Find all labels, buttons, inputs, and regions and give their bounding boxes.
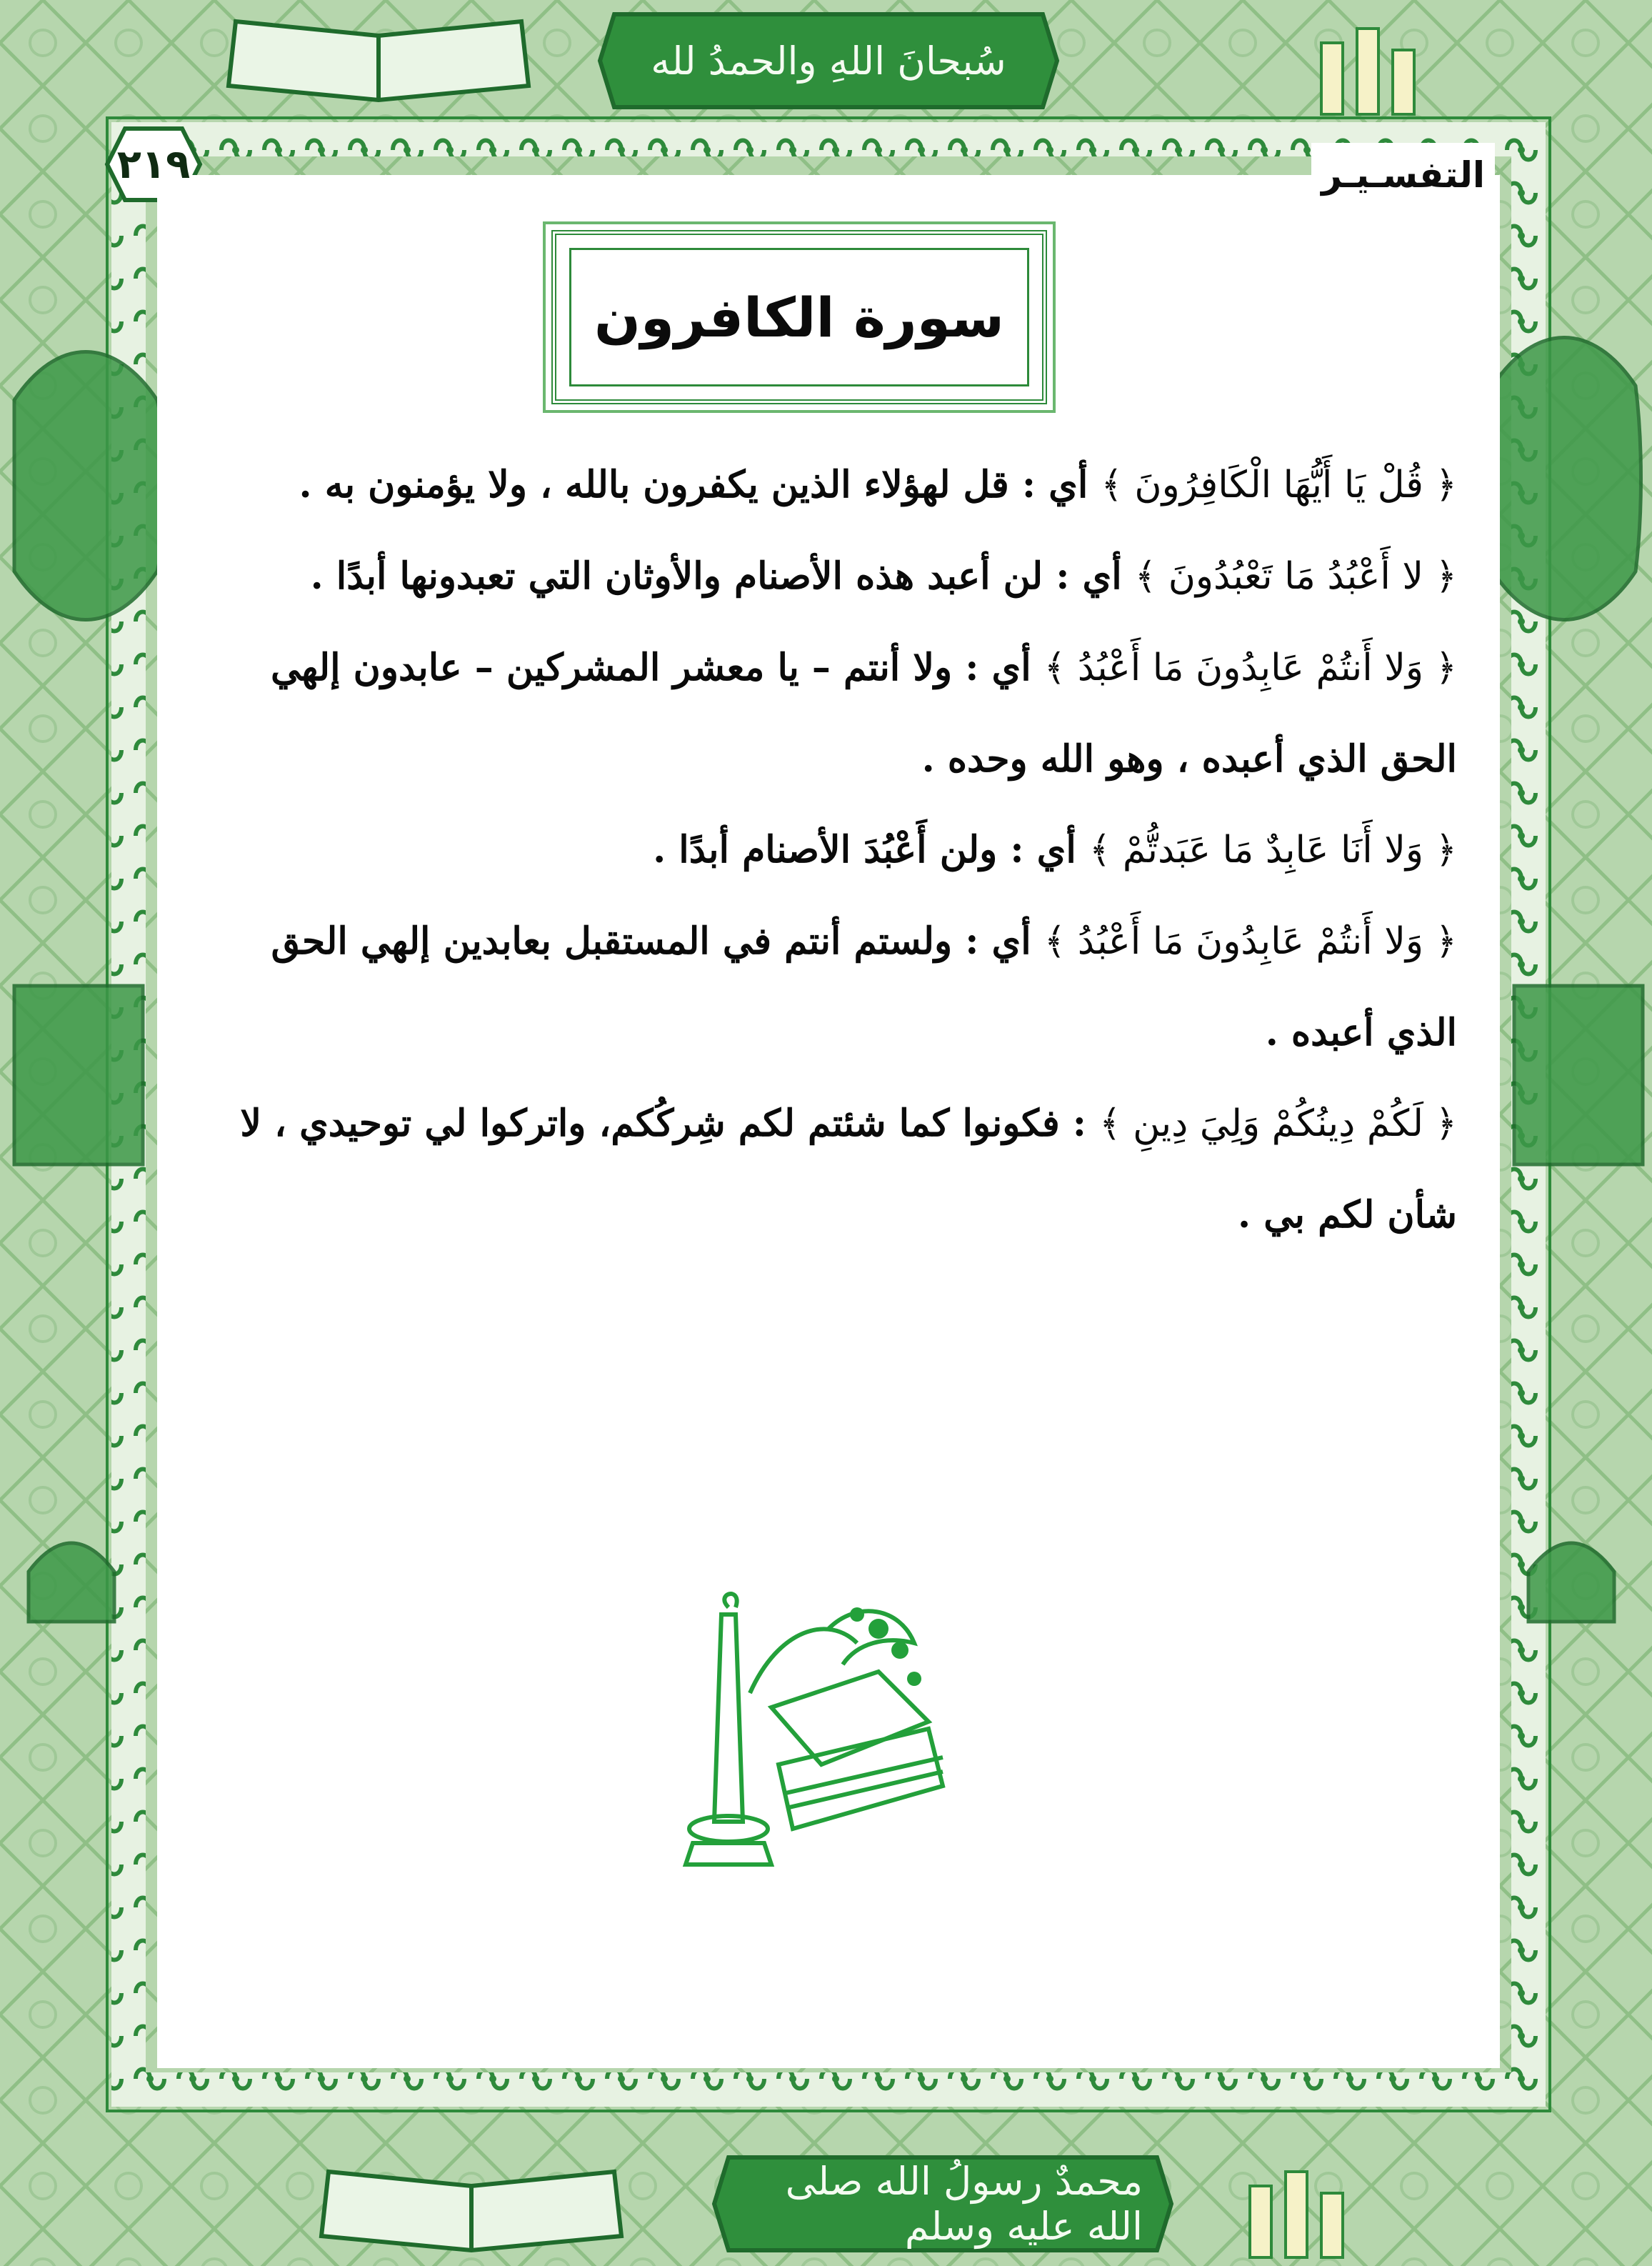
tafsir-body: [214, 439, 1457, 1260]
tafsir-entry: [214, 439, 1457, 531]
book-lamp-ornament-icon: [643, 1586, 971, 1886]
verse-text: ﴿ وَلا أَنتُمْ عَابِدُونَ مَا أَعْبُدُ ﴾: [1043, 647, 1457, 689]
explanation-text: أي : ولن أَعْبُدَ الأصنام أبدًا .: [653, 828, 1076, 872]
bottom-banner-calligraphy: محمدٌ رسولُ الله صلى الله عليه وسلم: [785, 2159, 1143, 2249]
top-banner-calligraphy: سُبحانَ اللهِ والحمدُ لله: [651, 38, 1006, 84]
running-header: التفسـيـر: [1311, 143, 1495, 207]
tafsir-entry: [214, 622, 1457, 804]
explanation-text: أي : ولستم أنتم في المستقبل بعابدين إلهي الحق الذي أعبده .: [271, 919, 1457, 1054]
verse-text: ﴿ وَلا أَنَا عَابِدٌ مَا عَبَدتُّمْ ﴾: [1088, 829, 1457, 872]
verse-text: ﴿ وَلا أَنتُمْ عَابِدُونَ مَا أَعْبُدُ ﴾: [1043, 920, 1457, 963]
explanation-text: أي : قل لهؤلاء الذين يكفرون بالله ، ولا يؤمنون به .: [299, 463, 1088, 506]
explanation-text: أي : ولا أنتم – يا معشر المشركين – عابدون إلهي الحق الذي أعبده ، وهو الله وحده .: [270, 646, 1457, 781]
tafsir-entry: [214, 531, 1457, 622]
explanation-text: أي : لن أعبد هذه الأصنام والأوثان التي تعبدونها أبدًا .: [310, 554, 1122, 598]
verse-text: ﴿ لَكُمْ دِينُكُمْ وَلِيَ دِينِ ﴾: [1099, 1102, 1457, 1145]
verse-text: ﴿ لا أَعْبُدُ مَا تَعْبُدُونَ ﴾: [1134, 555, 1457, 598]
page-number: ٢١٩: [116, 141, 191, 188]
surah-title: سورة الكافرون: [594, 285, 1004, 349]
title-frame: [551, 230, 1047, 404]
tafsir-entry: [214, 804, 1457, 896]
explanation-text: : فكونوا كما شئتم لكم شِركُكم، واتركوا لي توحيدي ، لا شأن لكم بي .: [240, 1102, 1457, 1237]
tafsir-entry: [214, 1078, 1457, 1260]
tafsir-entry: [214, 896, 1457, 1078]
verse-text: ﴿ قُلْ يَا أَيُّهَا الْكَافِرُونَ ﴾: [1101, 464, 1457, 506]
